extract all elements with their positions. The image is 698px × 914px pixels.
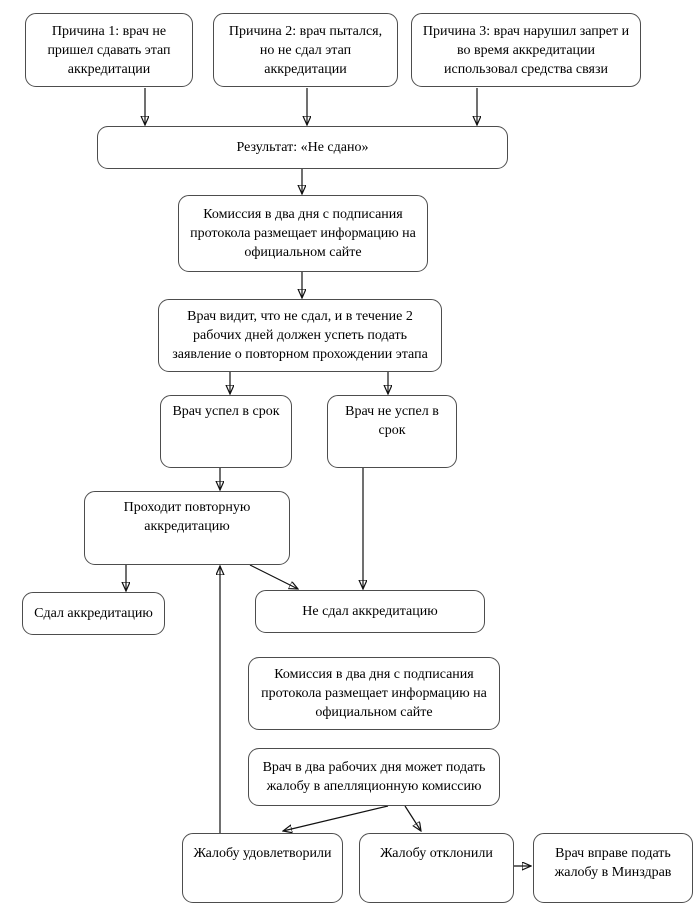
node-commission-posts-1: Комиссия в два дня с подписания протокола размещает информацию на официальном сайте bbox=[178, 195, 428, 272]
node-cause-3: Причина 3: врач нарушил запрет и во время аккредитации использовал средства связи bbox=[411, 13, 641, 87]
node-not-in-time: Врач не успел в срок bbox=[327, 395, 457, 468]
node-cause-1: Причина 1: врач не пришел сдавать этап аккредитации bbox=[25, 13, 193, 87]
node-appeal-rejected: Жалобу отклонили bbox=[359, 833, 514, 903]
node-cause-2: Причина 2: врач пытался, но не сдал этап аккредитации bbox=[213, 13, 398, 87]
node-appeal-window: Врач в два рабочих дня может подать жалобу в апелляционную комиссию bbox=[248, 748, 500, 806]
node-repeat-accreditation: Проходит повторную аккредитацию bbox=[84, 491, 290, 565]
node-doctor-sees: Врач видит, что не сдал, и в течение 2 рабочих дней должен успеть подать заявление о повторном прохождении этапа bbox=[158, 299, 442, 372]
node-result: Результат: «Не сдано» bbox=[97, 126, 508, 169]
node-failed: Не сдал аккредитацию bbox=[255, 590, 485, 633]
node-appeal-approved: Жалобу удовлетворили bbox=[182, 833, 343, 903]
node-commission-posts-2: Комиссия в два дня с подписания протокола размещает информацию на официальном сайте bbox=[248, 657, 500, 730]
edge-appealwindow-rejected bbox=[405, 806, 421, 831]
node-ministry-complaint: Врач вправе подать жалобу в Минздрав bbox=[533, 833, 693, 903]
edge-repeat-failed bbox=[250, 565, 298, 589]
node-in-time: Врач успел в срок bbox=[160, 395, 292, 468]
node-passed: Сдал аккредитацию bbox=[22, 592, 165, 635]
edge-appealwindow-approved bbox=[283, 806, 388, 831]
